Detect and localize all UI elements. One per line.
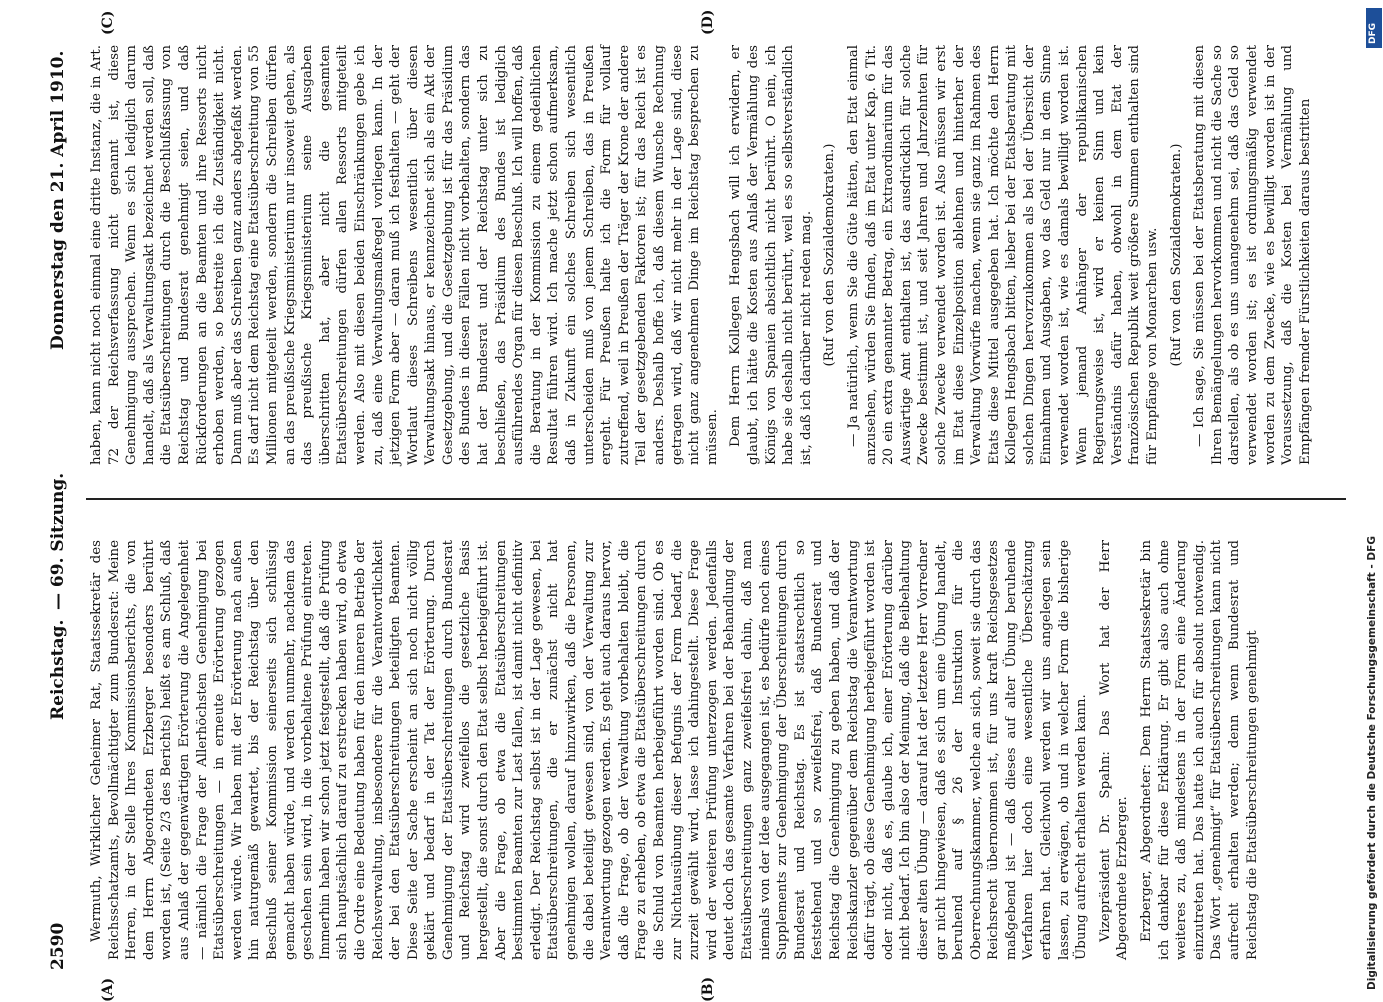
session-date: Donnerstag den 21. April 1910.: [48, 50, 68, 350]
interjection-2: (Ruf von den Sozialdemokraten.): [1168, 143, 1184, 367]
digitization-note: Digitalisierung gefördert durch die Deutsche Forschungsgemeinschaft - DFG: [1366, 536, 1378, 990]
reply-to-hengsbach: Dem Herrn Kollegen Hengsbach will ich erwidern, er glaubt, ich hätte die Kosten aus Anlaß der Vermählung des Königs von Spanien absichtlich nicht berührt. O nein, ich habe sie deshalb nicht berührt, weil es so selbstverständlich ist, daß ich darüber nicht reden mag.: [728, 45, 814, 465]
chamber-name: Reichstag.: [48, 619, 68, 720]
rotated-page: [40, 9, 1360, 1002]
page-header: [40, 30, 80, 970]
page-number: 2590: [48, 922, 68, 970]
session-label: — 69. Sitzung.: [48, 472, 68, 610]
closing-remark: — Ich sage, Sie müssen bei der Etatsberatung mit diesen Ihren Bemängelungen hervorkommen und nicht die Sache so darstellen, als ob es uns unangenehm sei, daß das Geld so verwendet worden ist; es ist ordnungsmäßig verwendet worden zu dem Zwecke, wie es bewilligt worden ist in der Voraussetzung, daß die Kosten bei Vermählung und Empfängen fremder Fürstlichkeiten daraus bestritten: [1192, 45, 1313, 465]
margin-marker-d: (D): [700, 9, 716, 35]
speech-erzberger: Erzberger, Abgeordneter: Dem Herrn Staatssekretär bin ich dankbar für diese Erklärung. Er gibt also auch ohne weiteres zu, daß mindestens in der Form eine Änderung einzutreten hat. Das hatte ich auch für absolut notwendig. Das Wort „genehmigt“ für Etatsüberschreitungen kann nicht aufrecht erhalten werden; denn wenn Bundesrat und Reichstag die Etatsüberschreitungen genehmigt: [1139, 540, 1260, 960]
column-divider: [86, 499, 1346, 501]
dfg-logo: DFG: [1366, 8, 1382, 48]
vice-president-remark: Vizepräsident Dr. Spahn: Das Wort hat der Herr Abgeordnete Erzberger.: [1097, 540, 1131, 960]
interjection-1: (Ruf von den Sozialdemokraten.): [822, 143, 838, 367]
speech-erzberger-continued: haben, kann nicht noch einmal eine dritte Instanz, die in Art. 72 der Reichsverfassung nicht genannt ist, diese Genehmigung aussprechen. Wenn es sich lediglich darum handelt, daß als Verwaltungsakt bezeichnet werden soll, daß die Etatsüberschreitungen durch die Beschlußfassung von Reichstag und Bundesrat genehmigt seien, und daß Rückforderungen an die Beamten und ihre Ressorts nicht erhoben werden, so bestreite ich die Zuständigkeit nicht. Dann muß aber das Schreiben ganz anders abgefaßt werden. Es darf nicht dem Reichstag eine Etatsüberschreitung von 55 Millionen mitgeteilt werden, sondern die Schreiben dürfen an das preußische Kriegsministerium nur insoweit gehen, als das preußische Kriegsministerium seine Ausgaben überschritten hat, aber nicht die gesamten Etatsüberschreitungen dürfen allen Ressorts mitgeteilt werden. Also mit diesen beiden Einschränkungen gebe ich zu, daß eine Verwaltungsmaßregel vorliegen kann. In der jetzigen Form aber — daran muß ich festhalten — geht der Wortlaut dieses Schreibens wesentlich über diesen Verwaltungsakt hinaus, er kennzeichnet sich als ein Akt der Gesetzgebung, und die Gesetzgebung ist für das Präsidium des Bundes in diesen Fällen nicht vorbehalten, sondern das hat der Bundesrat und der Reichstag unter sich zu beschließen, das Präsidium des Bundes ist lediglich ausführendes Organ für diesen Beschluß. Ich will hoffen, daß die Beratung in der Kommission zu einem gedeihlichen Resultat führen wird. Ich mache jetzt schon aufmerksam, daß in Zukunft ein solches Schreiben sich wesentlich unterscheiden muß von jenem Schreiben, das in Preußen ergeht. Für Preußen halte ich die Form für vollauf zutreffend, weil in Preußen der Träger der Krone der andere Teil der gesetzgebenden Faktoren ist; für das Reich ist es anders. Deshalb hoffe ich, daß diesem Wunsche Rechnung getragen wird, daß wir nicht mehr in der Lage sind, diese nicht ganz angenehmen Dinge im Reichstag besprechen zu müssen.: [89, 45, 720, 465]
left-column: [88, 540, 1267, 960]
margin-marker-c: (C): [100, 10, 116, 35]
margin-marker-a: (A): [100, 977, 116, 1002]
speech-wermuth: Wermuth, Wirklicher Geheimer Rat, Staatssekretär des Reichsschatzamts, Bevollmächtigter zum Bundesrat: Meine Herren, in der Stelle Ihres Kommissionsberichts, die von dem Herrn Abgeordneten Erzberger besonders berührt worden ist, (Seite 2/3 des Berichts) heißt es am Schluß, daß aus Anlaß der gegenwärtigen Erörterung die Angelegenheit — nämlich die Frage der Allerhöchsten Genehmigung bei Etatsüberschreitungen — in erneute Erörterung gezogen werden würde. Wir haben mit der Erörterung nach außen hin naturgemäß gewartet, bis der Reichstag über den Beschluß seiner Kommission seinerseits sich schlüssig gemacht haben würde, und werden nunmehr, nachdem das geschehen sein wird, in die vorbehaltene Prüfung eintreten. Immerhin haben wir schon jetzt festgestellt, daß die Prüfung sich hauptsächlich darauf zu erstrecken haben wird, ob etwa die Ordre eine Bedeutung haben für den inneren Betrieb der Reichsverwaltung, insbesondere für die Verantwortlichkeit der bei den Etatsüberschreitungen beteiligten Beamten. Diese Seite der Sache erscheint an sich noch nicht völlig geklärt und bedarf in der Tat der Erörterung. Durch Genehmigung der Etatsüberschreitungen durch Bundesrat und Reichstag wird zweifellos die gesetzliche Basis hergestellt, die sonst durch den Etat selbst herbeigeführt ist. Aber die Frage, ob etwa die Etatsüberschreitungen bestimmten Beamten zur Last fallen, ist damit nicht definitiv erledigt. Der Reichstag selbst ist in der Lage gewesen, bei Etatsüberschreitungen, die er zunächst nicht hat genehmigen wollen, darauf hinzuwirken, daß die Personen, die dabei beteiligt gewesen sind, von der Verwaltung zur Verantwortung gezogen werden. Es geht auch daraus hervor, daß die Frage, ob der Verwaltung vorbehalten bleibt, die Frage zu erheben, ob etwa die Etatsüberschreitungen durch die Schuld von Beamten herbeigeführt worden sind. Ob es zur Nichtausübung dieser Befugnis der Form bedarf, die zurzeit gewählt wird, lasse ich dahingestellt. Diese Frage wird der weiteren Prüfung unterzogen werden. Jedenfalls deutet doch das gesamte Verfahren bei der Behandlung der Etatsüberschreitungen ganz zweifelsfrei dahin, daß man niemals von der Idee ausgegangen ist, es bedürfe noch eines Supplements zur Genehmigung der Überschreitungen durch Bundesrat und Reichstag. Es ist staatsrechtlich so feststehend und so zweifelsfrei, daß Bundesrat und Reichstag die Genehmigung zu geben haben, und daß der Reichskanzler gegenüber dem Reichstag die Verantwortung dafür trägt, ob diese Genehmigung herbeigeführt worden ist oder nicht, daß es, glaube ich, einer Erörterung darüber nicht bedarf. Ich bin also der Meinung, daß die Beibehaltung dieser alten Übung — darauf hat der letztere Herr Vorredner gar nicht hingewiesen, daß es sich um eine Übung handelt, beruhend auf § 26 der Instruktion für die Oberrechnungskammer, welche an sich, soweit sie durch das Reichsrecht übernommen ist, für uns kraft Reichsgesetzes maßgebend ist — daß dieses auf alter Übung beruhende Verfahren hier doch eine wesentliche Überschätzung erfahren hat. Gleichwohl werden wir uns angelegen sein lassen, zu erwägen, ob und in welcher Form die bisherige Übung aufrecht erhalten werden kann.: [89, 540, 1090, 960]
right-column: [88, 45, 1320, 465]
margin-marker-b: (B): [700, 976, 716, 1002]
etat-explanation: — Ja natürlich, wenn Sie die Güte hätten, den Etat einmal anzusehen, würden Sie finden, daß im Etat unter Kap. 6 Tit. 20 ein extra genannter Betrag, ein Extraordinarium für das Auswärtige Amt enthalten ist, das ausdrücklich für solche Zwecke bestimmt ist, und seit Jahren und Jahrzehnten für solche Zwecke verwendet worden ist. Also müssen wir erst im Etat diese Einzelposition ablehnen und hinterher der Verwaltung Vorwürfe machen, wenn sie ganz im Rahmen des Etats diese Mittel ausgegeben hat. Ich möchte den Herrn Kollegen Hengsbach bitten, lieber bei der Etatsberatung mit solchen Dingen hervorzukommen als bei der Übersicht der Einnahmen und Ausgaben, wo das Geld nur in dem Sinne verwendet worden ist, wie es damals bewilligt worden ist. Wenn jemand Anhänger der republikanischen Regierungsweise ist, wird er keinen Sinn und kein Verständnis dafür haben, obwohl in dem Etat der französischen Republik weit größere Summen enthalten sind für Empfänge von Monarchen usw.: [845, 45, 1161, 465]
